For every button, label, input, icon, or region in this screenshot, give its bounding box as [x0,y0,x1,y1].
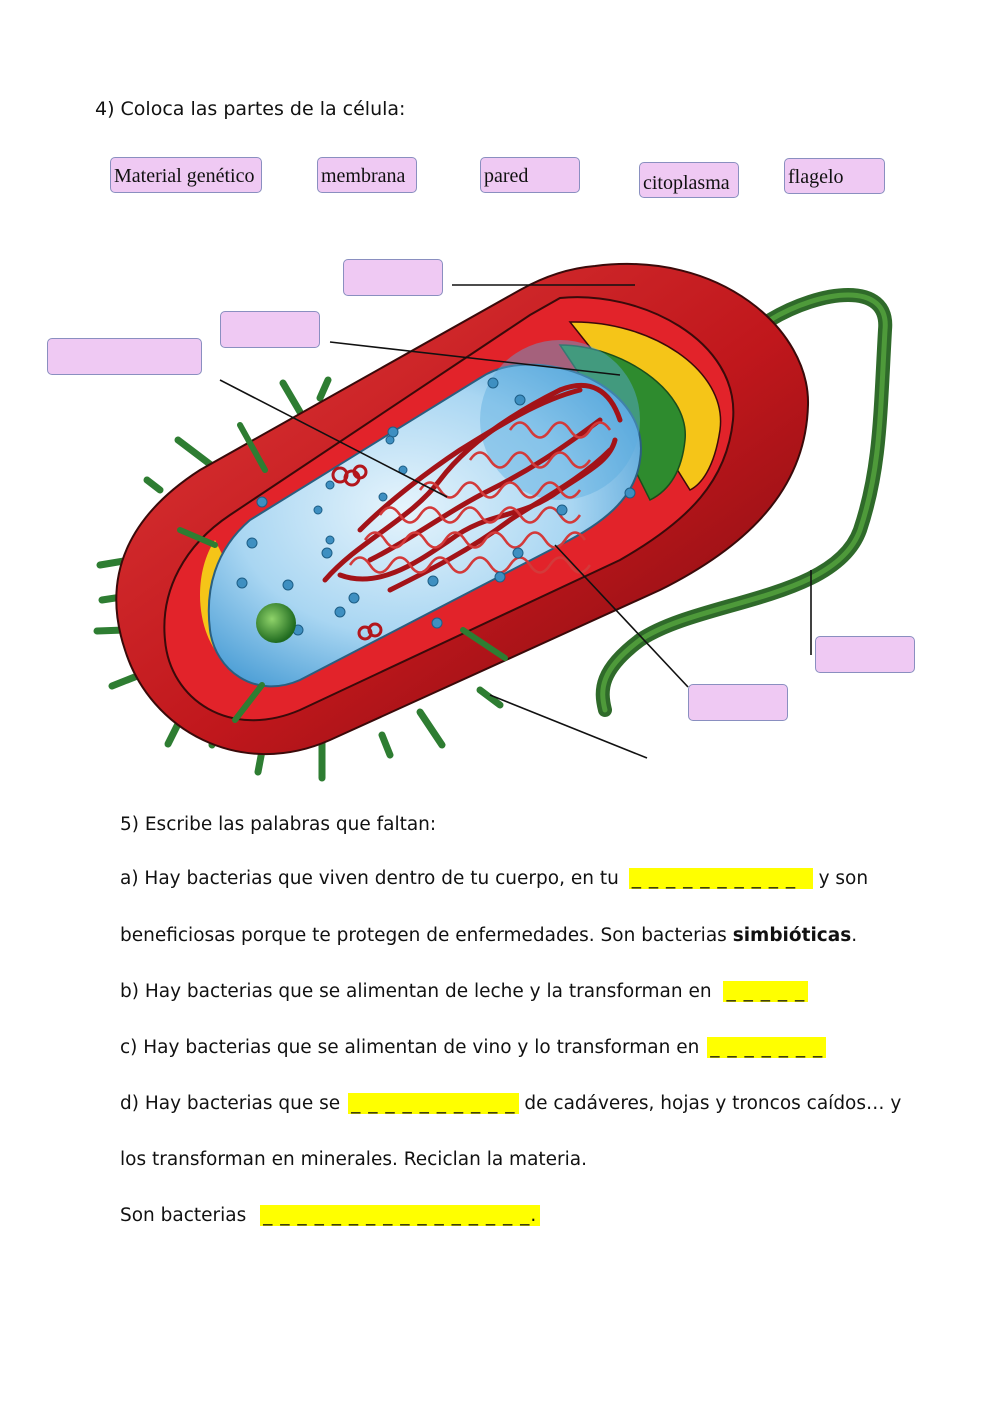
sentence-d-line-1 [120,1093,901,1114]
sentence-a-line-1 [120,868,868,889]
word-chip-membrana[interactable]: membrana [317,157,417,193]
answer-slot-4[interactable] [815,636,915,673]
sentence-a-line-2 [120,925,857,946]
question-4-title: 4) Coloca las partes de la célula: [95,98,406,120]
keyword-simbioticas: simbióticas [732,925,852,946]
word-chip-citoplasma[interactable]: citoplasma [639,162,739,198]
answer-slot-2[interactable] [220,311,320,348]
question-5-title: 5) Escribe las palabras que faltan: [120,814,437,835]
blank-e-period: . [530,1205,538,1226]
answer-slot-1[interactable] [343,259,443,296]
sentence-b-text: b) Hay bacterias que se alimentan de leche y la transforman en [120,981,712,1002]
blank-e[interactable] [260,1205,540,1226]
sentence-c-text: c) Hay bacterias que se alimentan de vino y lo transforman en [120,1037,700,1058]
word-chip-material-genetico[interactable]: Material genético [110,157,262,193]
word-chip-flagelo[interactable]: flagelo [784,158,885,194]
blank-b[interactable]: _ _ _ _ _ [723,981,808,1002]
sentence-d-end: de cadáveres, hojas y troncos caídos… y [524,1093,902,1114]
sentence-d-text: d) Hay bacterias que se [120,1093,341,1114]
sentence-e-text: Son bacterias [120,1205,247,1226]
sentence-b [120,981,808,1002]
sentence-a-text: a) Hay bacterias que viven dentro de tu cuerpo, en tu [120,868,619,889]
inclusion-sphere [256,603,296,643]
blank-d[interactable]: _ _ _ _ _ _ _ _ _ _ [348,1093,518,1114]
blank-a[interactable]: _ _ _ _ _ _ _ _ _ _ [629,868,813,889]
sentence-c [120,1037,826,1058]
sentence-a2-text: beneficiosas porque te protegen de enfermedades. Son bacterias [120,925,727,946]
blank-c[interactable]: _ _ _ _ _ _ _ [707,1037,826,1058]
blank-e-underscores: _ _ _ _ _ _ _ _ _ _ _ _ _ _ _ _ [263,1205,531,1226]
sentence-d-line-2: los transforman en minerales. Reciclan la materia. [120,1149,588,1170]
sentence-a-end: y son [818,868,869,889]
answer-slot-5[interactable] [688,684,788,721]
sentence-a2-end: . [851,925,858,946]
sentence-e [120,1205,540,1226]
word-chip-pared[interactable]: pared [480,157,580,193]
answer-slot-3[interactable] [47,338,202,375]
